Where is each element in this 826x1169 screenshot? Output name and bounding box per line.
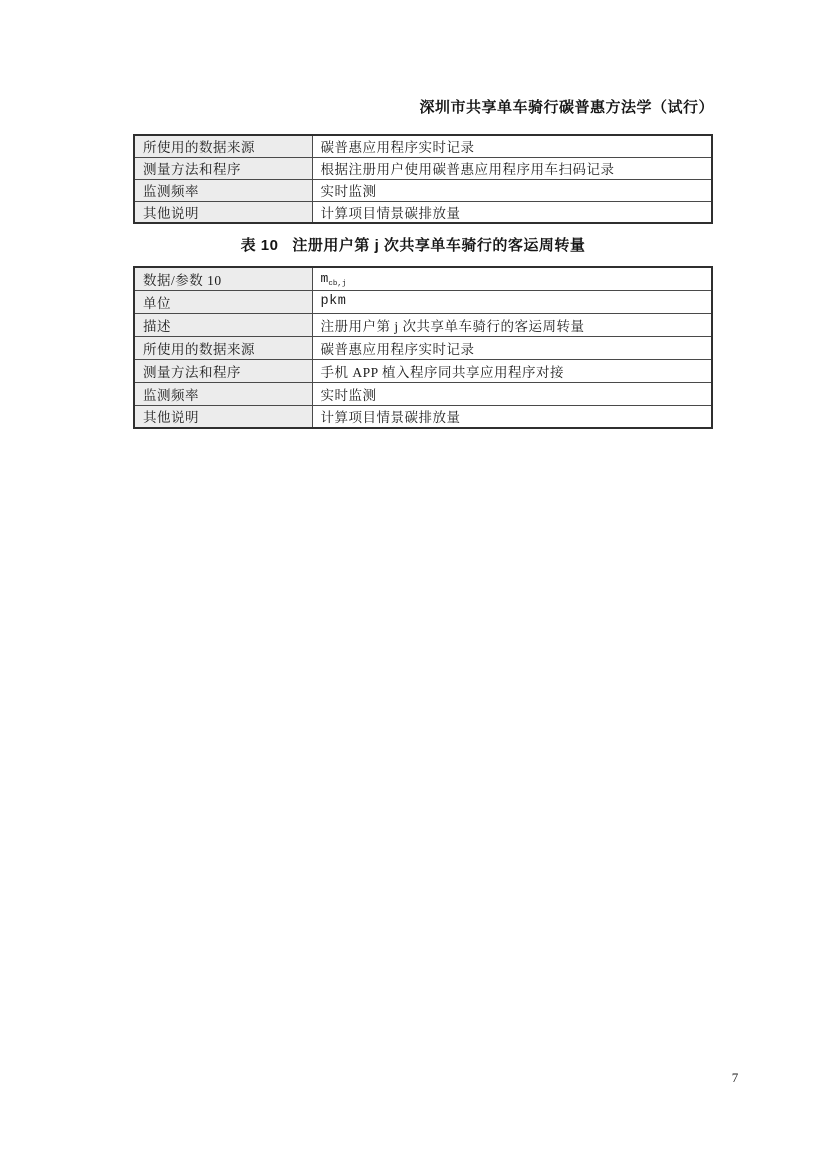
row-label: 其他说明 (134, 201, 312, 223)
row-label: 所使用的数据来源 (134, 336, 312, 359)
table-row (134, 382, 712, 405)
row-label: 测量方法和程序 (134, 359, 312, 382)
table-row (134, 359, 712, 382)
parameter-symbol: m (320, 270, 329, 286)
table-continuation (133, 134, 713, 224)
row-value: 碳普惠应用程序实时记录 (312, 135, 712, 157)
row-label: 描述 (134, 313, 312, 336)
table-row (134, 313, 712, 336)
row-value: 手机 APP 植入程序同共享应用程序对接 (312, 359, 712, 382)
row-value: 实时监测 (312, 382, 712, 405)
table-row (134, 179, 712, 201)
row-value: 根据注册用户使用碳普惠应用程序用车扫码记录 (312, 157, 712, 179)
parameter-subscript: cb,j (328, 279, 347, 288)
row-value: 实时监测 (312, 179, 712, 201)
table-row (134, 336, 712, 359)
table-row (134, 267, 712, 290)
row-label: 单位 (134, 290, 312, 313)
table-row (134, 157, 712, 179)
row-value: 碳普惠应用程序实时记录 (312, 336, 712, 359)
page-number: 7 (731, 1070, 739, 1085)
table-10-caption-number: 表 10 (240, 237, 279, 254)
row-value-parameter-symbol (312, 267, 712, 290)
table-row (134, 290, 712, 313)
table-10 (133, 266, 713, 429)
running-header: 深圳市共享单车骑行碳普惠方法学（试行） (419, 99, 714, 116)
row-label: 所使用的数据来源 (134, 135, 312, 157)
table-10-caption-title: 注册用户第 j 次共享单车骑行的客运周转量 (292, 237, 586, 254)
row-value: 计算项目情景碳排放量 (312, 201, 712, 223)
row-value: pkm (312, 290, 712, 313)
row-label: 其他说明 (134, 405, 312, 428)
row-label: 监测频率 (134, 382, 312, 405)
row-value: 计算项目情景碳排放量 (312, 405, 712, 428)
table-10-caption (133, 234, 693, 255)
row-label: 测量方法和程序 (134, 157, 312, 179)
table-row (134, 405, 712, 428)
table-row (134, 135, 712, 157)
row-label: 监测频率 (134, 179, 312, 201)
table-row (134, 201, 712, 223)
row-value: 注册用户第 j 次共享单车骑行的客运周转量 (312, 313, 712, 336)
row-label: 数据/参数 10 (134, 267, 312, 290)
